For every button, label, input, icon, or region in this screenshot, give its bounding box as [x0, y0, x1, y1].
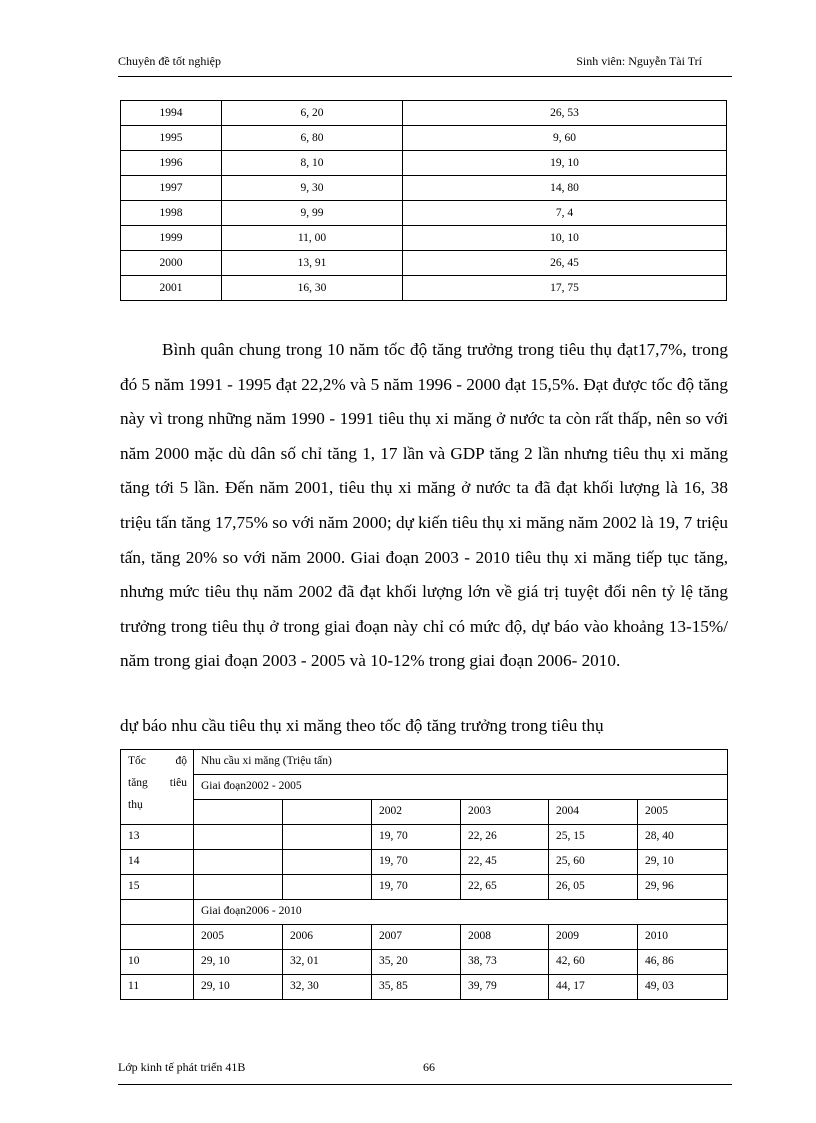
- value-cell: 29, 10: [194, 950, 283, 975]
- year-cell: 1997: [121, 176, 222, 201]
- year-cell: 1998: [121, 201, 222, 226]
- year-header-cell: 2003: [461, 800, 549, 825]
- value-cell: 22, 65: [461, 875, 549, 900]
- table-row: [121, 775, 728, 800]
- table-row: [121, 800, 728, 825]
- year-header-cell: 2007: [372, 925, 461, 950]
- value-cell: 32, 30: [283, 975, 372, 1000]
- value-cell: 42, 60: [549, 950, 638, 975]
- value-cell: 29, 10: [194, 975, 283, 1000]
- year-header-cell: 2010: [638, 925, 728, 950]
- value-cell: 35, 20: [372, 950, 461, 975]
- growth-cell: 19, 10: [403, 151, 727, 176]
- value-cell: 11, 00: [222, 226, 403, 251]
- page-header: [118, 48, 732, 77]
- value-cell: 26, 05: [549, 875, 638, 900]
- value-cell: 25, 60: [549, 850, 638, 875]
- rate-cell: 11: [121, 975, 194, 1000]
- empty-cell: [283, 825, 372, 850]
- value-cell: 39, 79: [461, 975, 549, 1000]
- year-header-cell: 2006: [283, 925, 372, 950]
- growth-cell: 26, 45: [403, 251, 727, 276]
- year-cell: 1994: [121, 101, 222, 126]
- year-header-cell: 2005: [194, 925, 283, 950]
- value-cell: 25, 15: [549, 825, 638, 850]
- table-row: [121, 975, 728, 1000]
- table-row: [121, 226, 727, 251]
- growth-cell: 26, 53: [403, 101, 727, 126]
- value-cell: 29, 10: [638, 850, 728, 875]
- header-right-text: Sinh viên: Nguyễn Tài Trí: [576, 54, 702, 68]
- value-cell: 44, 17: [549, 975, 638, 1000]
- table-row: [121, 875, 728, 900]
- value-cell: 6, 80: [222, 126, 403, 151]
- page-footer: [118, 1058, 732, 1085]
- table-row: [121, 900, 728, 925]
- growth-cell: 17, 75: [403, 276, 727, 301]
- footer-left-text: Lớp kinh tế phát triển 41B: [118, 1060, 246, 1074]
- value-cell: 8, 10: [222, 151, 403, 176]
- rate-cell: 13: [121, 825, 194, 850]
- page-number: 66: [423, 1060, 435, 1074]
- value-cell: 19, 70: [372, 825, 461, 850]
- rate-cell: 15: [121, 875, 194, 900]
- speed-header-cell: [121, 750, 194, 825]
- empty-cell: [283, 875, 372, 900]
- demand-header-cell: Nhu cầu xi măng (Triệu tấn): [194, 750, 728, 775]
- year-header-cell: 2002: [372, 800, 461, 825]
- growth-cell: 10, 10: [403, 226, 727, 251]
- empty-cell: [194, 875, 283, 900]
- table-row: [121, 750, 728, 775]
- year-header-cell: 2009: [549, 925, 638, 950]
- year-cell: 2000: [121, 251, 222, 276]
- value-cell: 29, 96: [638, 875, 728, 900]
- growth-cell: 7, 4: [403, 201, 727, 226]
- speed-header-word: thụ: [128, 799, 143, 811]
- header-left-text: Chuyên đề tốt nghiệp: [118, 54, 221, 68]
- table-row: [121, 251, 727, 276]
- speed-header-word: Tốc: [128, 755, 146, 767]
- value-cell: 9, 99: [222, 201, 403, 226]
- value-cell: 35, 85: [372, 975, 461, 1000]
- value-cell: 13, 91: [222, 251, 403, 276]
- rate-cell: 10: [121, 950, 194, 975]
- table-row: [121, 201, 727, 226]
- rate-cell: 14: [121, 850, 194, 875]
- table-row: [121, 925, 728, 950]
- value-cell: 32, 01: [283, 950, 372, 975]
- value-cell: 6, 20: [222, 101, 403, 126]
- table-row: [121, 176, 727, 201]
- table-caption: dự báo nhu cầu tiêu thụ xi măng theo tốc độ tăng trưởng trong tiêu thụ: [120, 716, 604, 735]
- table-row: [121, 126, 727, 151]
- empty-cell: [283, 800, 372, 825]
- speed-header-word: tiêu: [169, 777, 187, 789]
- growth-cell: 14, 80: [403, 176, 727, 201]
- table-row: [121, 276, 727, 301]
- empty-cell: [194, 800, 283, 825]
- value-cell: 38, 73: [461, 950, 549, 975]
- value-cell: 49, 03: [638, 975, 728, 1000]
- table-row: [121, 950, 728, 975]
- value-cell: 16, 30: [222, 276, 403, 301]
- empty-cell: [194, 825, 283, 850]
- year-cell: 1995: [121, 126, 222, 151]
- value-cell: 9, 30: [222, 176, 403, 201]
- value-cell: 19, 70: [372, 850, 461, 875]
- speed-header-word: tăng: [128, 777, 148, 789]
- growth-cell: 9, 60: [403, 126, 727, 151]
- empty-cell: [121, 925, 194, 950]
- value-cell: 46, 86: [638, 950, 728, 975]
- year-cell: 1996: [121, 151, 222, 176]
- year-cell: 1999: [121, 226, 222, 251]
- table-row: [121, 101, 727, 126]
- empty-cell: [121, 900, 194, 925]
- body-paragraph: [120, 333, 728, 679]
- table-row: [121, 825, 728, 850]
- consumption-growth-table: [120, 100, 727, 301]
- year-header-cell: 2005: [638, 800, 728, 825]
- year-header-cell: 2004: [549, 800, 638, 825]
- paragraph-text: Bình quân chung trong 10 năm tốc độ tăng trưởng trong tiêu thụ đạt17,7%, trong đó 5 năm 1991 - 1995 đạt 22,2% và 5 năm 1996 - 2000 đạt 15,5%. Đạt được tốc độ tăng này vì trong những năm 1990 - 1991 tiêu thụ xi măng ở nước ta còn rất thấp, nên so với năm 2000 mặc dù dân số chỉ tăng 1, 17 lần và GDP tăng 2 lần nhưng tiêu thụ xi măng tăng tới 5 lần. Đến năm 2001, tiêu thụ xi măng ở nước ta đã đạt khối lượng là 16, 38 triệu tấn tăng 17,75% so với năm 2000; dự kiến tiêu thụ xi măng năm 2002 là 19, 7 triệu tấn, tăng 20% so với năm 2000. Giai đoạn 2003 - 2010 tiêu thụ xi măng tiếp tục tăng, nhưng mức tiêu thụ năm 2002 đã đạt khối lượng lớn về giá trị tuyệt đối nên tỷ lệ tăng trưởng trong tiêu thụ ở trong giai đoạn này chỉ có mức độ, dự báo vào khoảng 13-15%/ năm trong giai đoạn 2003 - 2005 và 10-12% trong giai đoạn 2006- 2010.: [120, 340, 728, 671]
- speed-header-word: độ: [175, 755, 187, 767]
- year-cell: 2001: [121, 276, 222, 301]
- table-row: [121, 850, 728, 875]
- period-header-cell: Giai đoạn2006 - 2010: [194, 900, 728, 925]
- empty-cell: [283, 850, 372, 875]
- value-cell: 22, 26: [461, 825, 549, 850]
- value-cell: 28, 40: [638, 825, 728, 850]
- demand-forecast-table: [120, 749, 728, 1000]
- value-cell: 22, 45: [461, 850, 549, 875]
- value-cell: 19, 70: [372, 875, 461, 900]
- period-header-cell: Giai đoạn2002 - 2005: [194, 775, 728, 800]
- year-header-cell: 2008: [461, 925, 549, 950]
- empty-cell: [194, 850, 283, 875]
- table-row: [121, 151, 727, 176]
